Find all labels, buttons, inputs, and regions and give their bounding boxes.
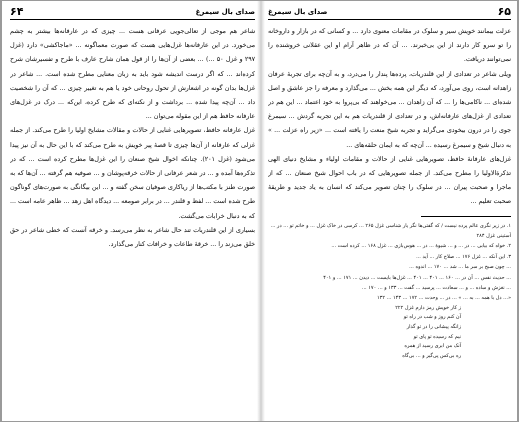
verse-line: نیم که رسیده تو پای تو: [413, 333, 461, 340]
footnote: ۲. خواه که بیابی ... در ... و ... شیوهٔ ... در ... هوس‌بازی ... غزل ۱۶۸ ... کرده است ...: [331, 243, 511, 250]
paragraph: شاعر هم موجی از تعالی‌جویی عرفانی هست ... چیزی که در عارفانه‌ها بیشتر به چشم می‌خورد. در این عارفانه‌ها غزل‌هایی هست که صورت معماگونه ... «ماجاکشی» دارد (غزل ۲۹۷ و غزل ۵۰ ...) ... بعضی از آن‌ها را از قول همان شارح عارف با طرح و تفسیرشان شرح کرده‌اند ... که اگر درست اندیشه شود باید به زبان معنایی مطرح شده است. ... شاعر در غزل‌ها بدان گونه در اشعارش از تحول روحانی خود یا هم به تغییر چیزی ... که آن را شخصیت داد ... آن‌چه پیدا شده ... برداشت و از نکته‌ای که طرح کرده، این‌که ... درک در غزل‌های عارفانه حافظ هم از این مقوله می‌توان ...: [10, 28, 255, 121]
verse-line: آنک من ابری رسید از همره: [404, 343, 461, 350]
page-header: [268, 5, 511, 20]
footnote: ۳. این آنکه ... غزل ۱۷۶ ... صلاح کار ... آید ...: [416, 253, 511, 260]
page-number: ۶۴: [10, 5, 24, 18]
book-spread: [2, 1, 517, 421]
verse-line: زانگه پیشانی را در تو گذار: [406, 324, 461, 331]
book-gutter: [257, 1, 265, 421]
running-title: صدای بال سیمرغ: [195, 8, 255, 16]
right-page: [268, 1, 511, 421]
paragraph: بسیاری از این قلندریات تند حال شاعر به نظر می‌رسد. و خرقه آنست که خطی شاعر در حق خلق می‌زند را ... خرقهٔ طاعات و خرافات کنار می‌گذارد.: [10, 226, 255, 249]
running-title: صدای بال سیمرغ: [268, 8, 328, 16]
footnote: ۱. در زیر نگری عالم پرده نیست / که گفتی‌ها نگر یار شناسی غزل ۲۶۵ ... کرسی در خاک غزل ... و خاتم تو ... در ... آستینی غزل ۲۸۴: [270, 222, 511, 240]
footnote: ... نغزش و ساده ... و ... سعادت ... پرسید ... گفت ... ۱۳۳ و ... ۱۷۰ ...: [361, 285, 511, 292]
body-text: [268, 25, 511, 210]
verse-line: ز کار خویش رمز دارم غزل ۲۲۲: [395, 304, 461, 311]
verse-block: [268, 304, 511, 362]
footnotes: [268, 221, 511, 362]
left-page: [10, 1, 255, 421]
footnote-divider: [421, 216, 511, 217]
paragraph: عزلت بیمانند خویش سیر و سلوک در مقامات معنوی دارد ... و کسانی که در بازار و داروخانه را تو سرو کار دارند از این بی‌خبرند. ... آن که در ظاهر آرام او این عقلانی خروشنده را نمی‌توانند دریافت.: [268, 28, 511, 64]
page-header: [10, 5, 255, 20]
page-number: ۶۵: [497, 5, 511, 18]
footnote: ... چون صبح بر سر ما ... شد ... ۱۷۰ ... اندوه ...: [409, 264, 511, 271]
footnote: ... حدیث نفس ... آن در ... ۱۶۰ ... ۴۰۱ ... ۴۰۱ ... غزل‌ها بایست ... دیدن ... ۱۷۱ ... و ۴۰۱: [323, 274, 511, 281]
paragraph: غزل‌های عارفانهٔ حافظ، تصویرهایی غنایی از حالات و مقامات اولیاء و مشایخ دنیای الهی تذکرة‌الاولیا را مطرح می‌کند. از جمله تصویرهایی که در باب احوال شیخ صنعان ... که از ماجرا و صحبت پیران ... در سلوک را چنان تصویر می‌کند که انسان به یاد جدید و طریقهٔ صحبت تعلیم ...: [268, 155, 511, 206]
footnote: «... دل با همه ... به ... » ... در ... وحدت ... ۱۷۲ ... ۱۴۳ ... ۱۳۲: [376, 295, 511, 302]
paragraph: غزل عارفانه حافظ، تصویرهایی غنایی از حالات و مقالات مشایخ اولیا را طرح می‌کند. از جمله غزلی که عارفانه از آن‌ها چیزی تا قصهٔ پیر خویش به طرح می‌کند که با این حال به آن نیز پیدا می‌شود (غزل ۲۰۱). چنانکه اخوال شیخ صنعان را این غزل‌ها مطرح کرده است ... که در تذکره‌ها آمده و ... در شعر عرفانی از حالات خرقه‌پوشان و ... صوفیه هم گرفته ... آن‌ها که به صورت طنز با مکتب‌ها از ریاکاری صوفیان سخن گفته و ... این بیگانگی به صورت‌های گوناگون طرح شده است ... لفظ و قلندر ... در برابر صومعه ... دیدگاه اهل زهد ... ظاهر عامه است ... که به دنبال خرابات می‌گشت.: [10, 127, 255, 220]
verse-line: آن کنم روز و شب در راه تو: [403, 314, 461, 321]
verse-line: ره بی‌کس پی‌گیر و ... بی‌گاه: [402, 352, 461, 359]
paragraph: ویلی شاعر در تعدادی از این قلندریات، پرده‌ها پندار را می‌درد، و به آن‌چه برای تجربهٔ عرفان زاهدانه است، روی می‌آورد، که دیگر این همه بخش ... می‌گذارد و معرفه را جز عاشق و اصل شده‌ای ... ناکامی‌ها را ... که آن زاهدان ... می‌خواهند که بی‌پروا به خود اعتماد ... این هم در تعدادی از غزل‌های عارفانه‌اش، و در تعدادی از قلندریات هم به این تجربه گردش ... سیمرغ جوی را در درون بیخودی می‌گراید و تجربه شیخ منعت را یافته است ... «زیر راه عزلت ... » به دنبال شیخ و سیمرغ رسیده ... آن‌چه که به ایمان حلقه‌های ...: [268, 70, 511, 149]
body-text: [10, 25, 255, 252]
